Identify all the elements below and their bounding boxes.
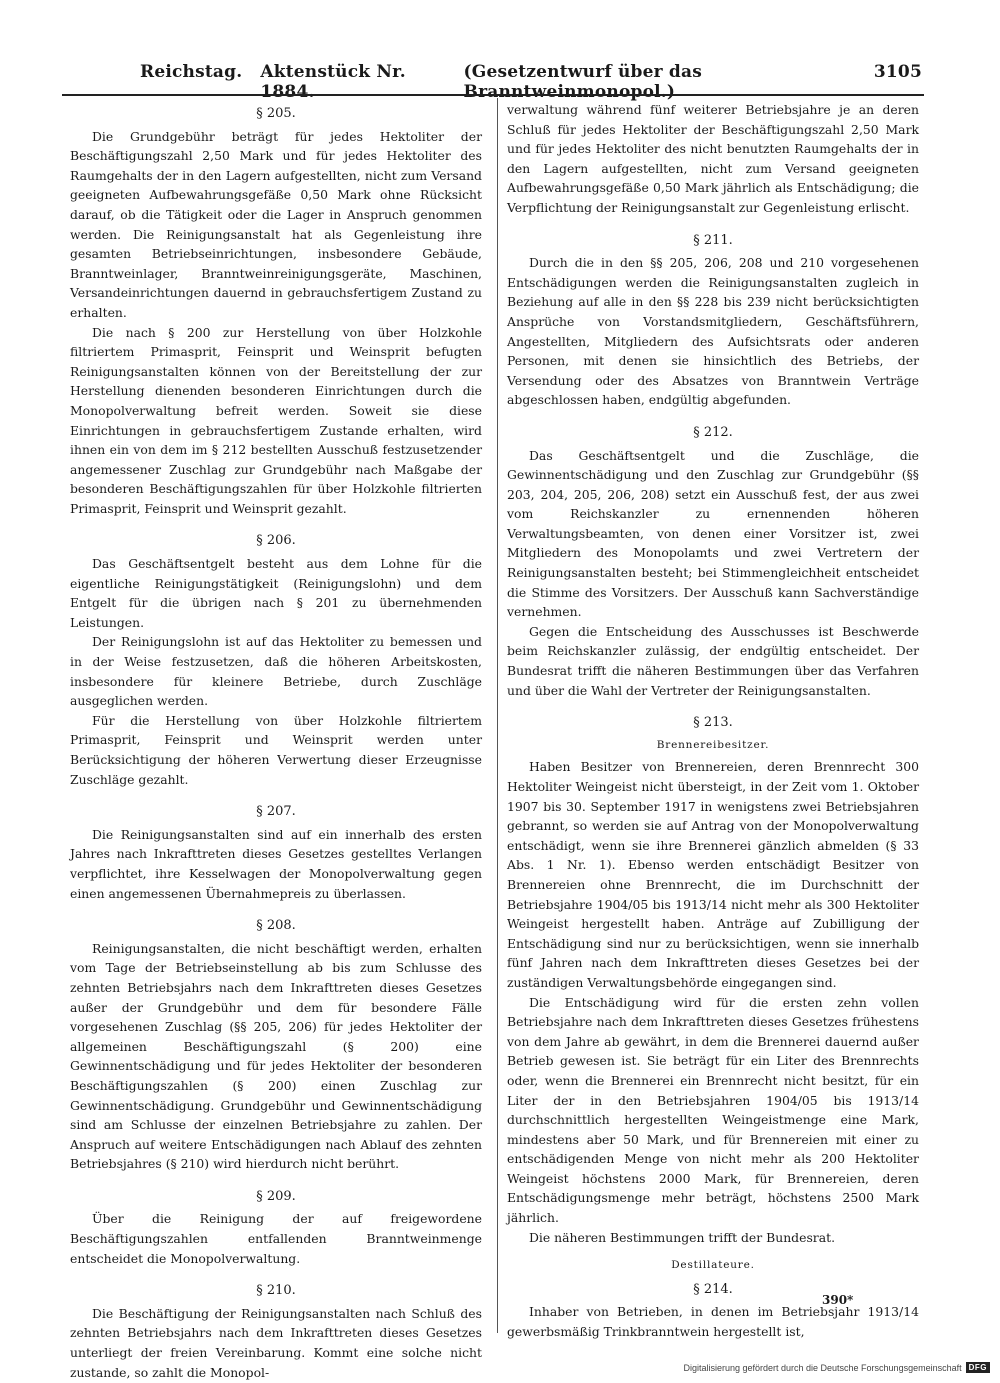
section-210-paragraph-1: Die Beschäftigung der Reinigungsanstalten nach Schluß des zehnten Betriebsjahrs nach dem Inkrafttreten dieses Gesetzes unterliegt der freien Vereinbarung. Kommt eine solche nicht zustande, so zahlt die Monopol-: [70, 1305, 482, 1380]
section-210-continuation: verwaltung während fünf weiterer Betriebsjahre je an deren Schluß für jedes Hektoliter der Beschäftigungszahl 2,50 Mark und für jedes Hektoliter des nicht benutzten Raumgehalts der in den Lagern aufgestellten, nicht zum Versand geeigneten Aufbewahrungsgefäße 0,50 Mark jährlich als Entschädigung; die Verpflichtung der Reinigungsanstalt zur Gegenleistung erlischt.: [507, 102, 919, 215]
section-208-paragraph-1: Reinigungsanstalten, die nicht beschäftigt werden, erhalten vom Tage der Betriebseinstellung ab bis zum Schlusse des zehnten Betriebsjahrs nach dem Inkrafttreten dieses Gesetzes außer der Grundgebühr und dem für besondere Fälle vorgesehenen Zuschlag (§§ 205, 206) für jedes Hektoliter der allgemeinen Beschäftigungszahl (§ 200) eine Gewinnentschädigung und für jedes Hektoliter der besonderen Beschäftigungszahlen (§ 200) einen Zuschlag zur Gewinnentschädigung. Grundgebühr und Gewinnentschädigung sind am Schlusse der einzelnen Betriebsjahre zu zahlen. Der Anspruch auf weitere Entschädigungen nach Ablauf des zehnten Betriebsjahres (§ 210) wird hierdurch nicht berührt.: [70, 940, 482, 1172]
section-211-heading: § 211.: [693, 232, 733, 248]
section-205-paragraph-1: Die Grundgebühr beträgt für jedes Hektoliter der Beschäftigungszahl 2,50 Mark und für jedes Hektoliter des Raumgehalts der in den Lagern aufgestellten, nicht zum Versand geeigneten Aufbewahrungsgefäße 0,50 Mark ohne Rücksicht darauf, ob die Tätigkeit oder die Lager in Anspruch genommen werden. Die Reinigungsanstalt hat als Gegenleistung ihre gesamten Betriebseinrichtungen, insbesondere Gebäude, Branntweinlager, Branntweinreinigungsgeräte, Maschinen, Versandeinrichtungen dauernd in gebrauchsfertigem Zustand zu erhalten.: [70, 128, 482, 320]
page-number: 3105: [873, 62, 922, 82]
section-208-heading: § 208.: [256, 918, 296, 934]
section-212-heading: § 212.: [693, 424, 733, 440]
section-212-paragraph-1: Das Geschäftsentgelt und die Zuschläge, die Gewinnentschädigung und den Zuschlag zur Grundgebühr (§§ 203, 204, 205, 206, 208) setzt ein Ausschuß fest, der aus zwei vom Reichskanzler zu ernennenden höheren Verwaltungsbeamten, von denen einer Vorsitzer ist, zwei Mitgliedern des Monopolamts und zwei Vertretern der Reinigungsanstalten besteht; bei Stimmengleichheit entscheidet die Stimme des Vorsitzers. Der Ausschuß kann Sachverständige vernehmen.: [507, 447, 919, 620]
digitization-footer: [683, 1362, 990, 1373]
section-209-heading: § 209.: [256, 1188, 296, 1204]
section-207-heading: § 207.: [256, 804, 296, 820]
section-205-paragraph-2: Die nach § 200 zur Herstellung von über Holzkohle filtriertem Primasprit, Feinsprit und Weinsprit befugten Reinigungsanstalten können von der Bereitstellung der zur Herstellung dienenden besonderen Einrichtungen durch die Monopolverwaltung befreit werden. Soweit sie diese Einrichtungen in gebrauchsfertigem Zustande erhalten, wird ihnen ein von dem im § 212 bestellten Ausschuß festzusetzender angemessener Zuschlag zur Grundgebühr nach Maßgabe der besonderen Beschäftigungszahlen für über Holzkohle filtrierten Primasprit, Feinsprit und Weinsprit gezahlt.: [70, 324, 482, 516]
header-aktenstueck: Aktenstück Nr. 1884.: [260, 62, 406, 102]
section-213-subheading: Brennereibesitzer.: [656, 738, 770, 751]
section-213-heading: § 213.: [693, 715, 733, 731]
section-212-paragraph-2: Gegen die Entscheidung des Ausschusses ist Beschwerde beim Reichskanzler zulässig, der endgültig entscheidet. Der Bundesrat trifft die näheren Bestimmungen über das Verfahren und über die Wahl der Vertreter der Reinigungsanstalten.: [507, 623, 919, 698]
running-header: [140, 62, 922, 102]
section-214-heading: § 214.: [693, 1281, 733, 1297]
section-213-paragraph-3: Die näheren Bestimmungen trifft der Bundesrat.: [529, 1229, 836, 1245]
section-207-paragraph-1: Die Reinigungsanstalten sind auf ein innerhalb des ersten Jahres nach Inkrafttreten dieses Gesetzes gestelltes Verlangen verpflichtet, ihre Kesselwagen der Monopolverwaltung gegen einen angemessenen Übernahmepreis zu überlassen.: [70, 826, 482, 901]
column-divider: [497, 98, 498, 1333]
dfg-logo-icon: DFG: [966, 1362, 990, 1373]
header-reichstag: Reichstag.: [140, 62, 243, 82]
footer-text: Digitalisierung gefördert durch die Deutsche Forschungsgemeinschaft: [683, 1362, 962, 1373]
header-title: (Gesetzentwurf über das Branntweinmonopol.): [463, 62, 702, 102]
right-column: [507, 100, 919, 1342]
section-210-heading: § 210.: [256, 1283, 296, 1299]
section-209-paragraph-1: Über die Reinigung der auf freigewordene Beschäftigungszahlen entfallenden Branntweinmenge entscheidet die Monopolverwaltung.: [70, 1211, 482, 1266]
left-column: [70, 100, 482, 1382]
section-206-paragraph-2: Der Reinigungslohn ist auf das Hektoliter zu bemessen und in der Weise festzusetzen, daß die höheren Arbeitskosten, insbesondere für kleinere Betriebe, durch Zuschläge ausgeglichen werden.: [70, 634, 482, 709]
section-211-paragraph-1: Durch die in den §§ 205, 206, 208 und 210 vorgesehenen Entschädigungen werden die Reinigungsanstalten zugleich in Beziehung auf alle in den §§ 228 bis 239 nicht berücksichtigten Ansprüche von Vorstandsmitgliedern, Geschäftsführern, Angestellten, Mitgliedern des Aufsichtsrats oder anderen Personen, mit denen sie hinsichtlich des Betriebs, der Versendung oder des Absatzes von Branntwein Verträge abgeschlossen haben, endgültig abgefunden.: [507, 255, 919, 408]
section-206-paragraph-3: Für die Herstellung von über Holzkohle filtriertem Primasprit, Feinsprit und Weinsprit werden unter Berücksichtigung der höheren Verwertung dieser Erzeugnisse Zuschläge gezahlt.: [70, 712, 482, 787]
header-left: [140, 62, 874, 102]
section-213-paragraph-1: Haben Besitzer von Brennereien, deren Brennrecht 300 Hektoliter Weingeist nicht übersteigt, in der Zeit vom 1. Oktober 1907 bis 30. September 1917 in wenigstens zwei Betriebsjahren gebrannt, so werden sie auf Antrag von der Monopolverwaltung entschädigt, wenn sie ihre Brennerei gänzlich abmelden (§ 33 Abs. 1 Nr. 1). Ebenso werden entschädigt Besitzer von Brennereien ohne Brennrecht, die im Durchschnitt der Betriebsjahre 1904/05 bis 1913/14 nicht mehr als 300 Hektoliter Weingeist hergestellt haben. Anträge auf Zubilligung der Entschädigung sind nur zu berücksichtigen, wenn sie innerhalb fünf Jahren nach dem Inkrafttreten dieses Gesetzes bei der zuständigen Verwaltungsbehörde eingegangen sind.: [507, 759, 919, 990]
section-213-paragraph-2: Die Entschädigung wird für die ersten zehn vollen Betriebsjahre nach dem Inkrafttreten dieses Gesetzes frühestens von dem Jahre ab gewährt, in dem die Brennerei dauernd außer Betrieb gewesen ist. Sie beträgt für ein Liter des Brennrechts oder, wenn die Brennerei ein Brennrecht nicht besitzt, für ein Liter der in den Betriebsjahren 1904/05 bis 1913/14 durchschnittlich hergestellten Weingeistmenge eine Mark, mindestens aber 50 Mark, und für Brennereien mit einer zu entschädigenden Menge von nicht mehr als 200 Hektoliter Weingeist höchstens 2000 Mark, für Brennereien, deren Entschädigungsmenge mehr beträgt, höchstens 2500 Mark jährlich.: [507, 994, 919, 1226]
section-205-heading: § 205.: [256, 106, 296, 121]
section-214-subheading: Destillateure.: [671, 1259, 755, 1272]
section-206-heading: § 206.: [256, 533, 296, 549]
section-214-paragraph-1: Inhaber von Betrieben, in denen im Betriebsjahr 1913/14 gewerbsmäßig Trinkbranntwein hergestellt ist,: [507, 1304, 919, 1340]
section-206-paragraph-1: Das Geschäftsentgelt besteht aus dem Lohne für die eigentliche Reinigungstätigkeit (Reinigungslohn) und dem Entgelt für die übrigen nach § 201 zu übernehmenden Leistungen.: [70, 556, 482, 630]
header-rule: [62, 94, 924, 96]
signature-mark: 390*: [822, 1293, 854, 1307]
